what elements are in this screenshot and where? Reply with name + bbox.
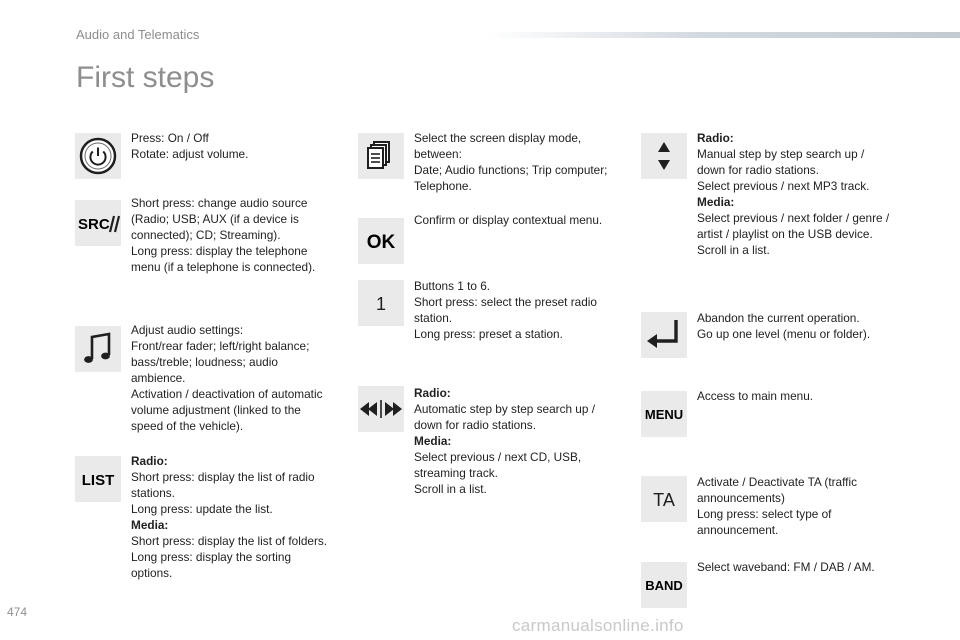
- watermark: carmanualsonline.info: [512, 616, 684, 635]
- ok-description: Confirm or display contextual menu.: [414, 213, 603, 227]
- preset-button-icon: [358, 280, 404, 326]
- display-mode-icon: [358, 133, 404, 179]
- display-mode-description: Select the screen display mode, between: Date; Audio functions; Trip computer; Telephone.: [414, 131, 608, 193]
- band-button-icon: [641, 562, 687, 608]
- preset-one-label: 1: [375, 294, 387, 314]
- ok-button-icon: [358, 218, 404, 264]
- band-description: Select waveband: FM / DAB / AM.: [697, 560, 875, 574]
- src-label: SRC: [78, 216, 110, 233]
- list-description: Radio: Short press: display the list of radio stations. Long press: update the list. Media: Short press: display the list of folders. Long press: display the sorting options.: [131, 454, 328, 580]
- menu-button-icon: [641, 391, 687, 437]
- audio-settings-description: Adjust audio settings: Front/rear fader; left/right balance; bass/treble; loudness; audio ambience. Activation / deactivation of automatic volume adjustment (linked to the speed of the vehicle).: [131, 323, 323, 433]
- ok-label: OK: [366, 232, 396, 253]
- preset-buttons-description: Buttons 1 to 6. Short press: select the preset radio station. Long press: preset a station.: [414, 279, 597, 341]
- ta-description: Activate / Deactivate TA (traffic announcements) Long press: select type of announcement.: [697, 475, 857, 537]
- ta-button-icon: [641, 476, 687, 522]
- back-arrow-icon: [641, 312, 687, 358]
- manual-search-description: Radio: Manual step by step search up / down for radio stations. Select previous / next MP3 track. Media: Select previous / next folder / genre / artist / playlist on the USB device. Scroll in a list.: [697, 131, 890, 257]
- header-rule: [488, 32, 960, 38]
- src-description: Short press: change audio source (Radio; USB; AUX (if a device is connected); CD; Streaming). Long press: display the telephone menu (if a telephone is connected).: [131, 196, 316, 274]
- ta-label: TA: [653, 490, 675, 510]
- seek-buttons-icon: [358, 386, 404, 432]
- music-note-icon: [75, 326, 121, 372]
- band-label: BAND: [645, 578, 683, 593]
- power-description: Press: On / Off Rotate: adjust volume.: [131, 131, 249, 161]
- up-down-arrows-icon: [641, 133, 687, 179]
- power-button-icon: [75, 133, 121, 179]
- menu-label: MENU: [644, 407, 684, 422]
- section-title: Audio and Telematics: [76, 27, 200, 42]
- menu-description: Access to main menu.: [697, 389, 814, 403]
- page-title: First steps: [76, 61, 215, 94]
- list-button-icon: [75, 456, 121, 502]
- page-number: 474: [7, 605, 28, 619]
- seek-description: Radio: Automatic step by step search up / down for radio stations. Media: Select previous / next CD, USB, streaming track. Scroll in a list.: [414, 386, 595, 496]
- src-button-icon: [75, 200, 121, 246]
- back-description: Abandon the current operation. Go up one level (menu or folder).: [697, 311, 871, 341]
- list-label: LIST: [81, 472, 115, 489]
